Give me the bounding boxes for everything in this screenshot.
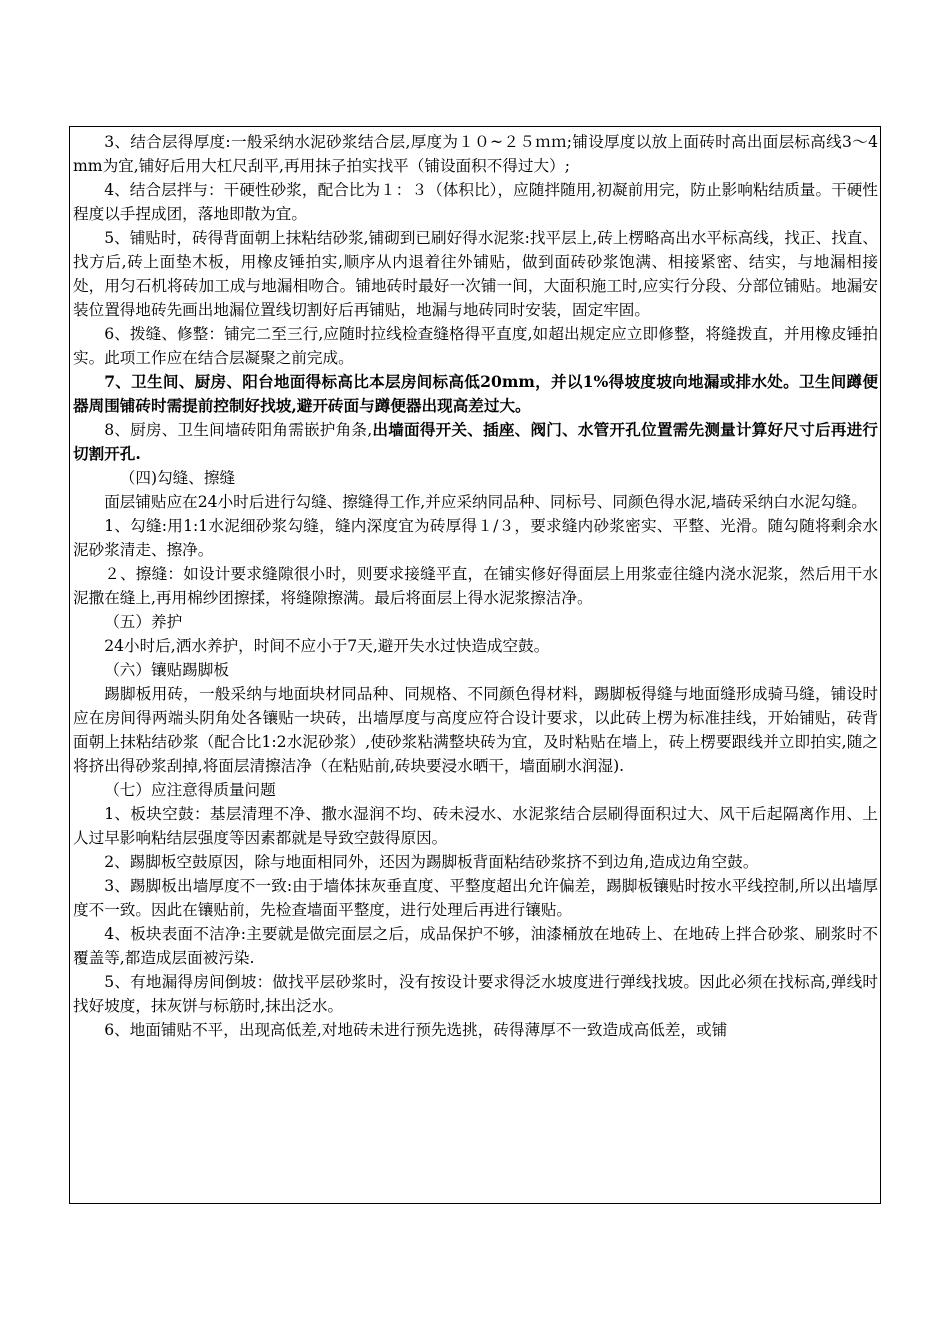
paragraph-curing: 24小时后,洒水养护，时间不应小于7天,避开失水过快造成空鼓。 [104,637,550,655]
paragraph-quality-2: 2、踢脚板空鼓原因，除与地面相同外，还因为踢脚板背面粘结砂浆挤不到边角,造成边角空鼓。 [104,853,759,871]
section-heading-grouting: （四)勾缝、擦缝 [119,469,236,487]
paragraph-skirting: 踢脚板用砖，一般采纳与地面块材同品种、同规格、不同颜色得材料，踢脚板得缝与地面缝形成骑马缝，铺设时应在房间得两端头阴角处各镶贴一块砖，出墙厚度与高度应符合设计要求，以此砖上楞为标准挂线，开始铺贴，砖背面朝上抹粘结砂浆（配合比1:2水泥砂浆）,使砂浆粘满整块砖为宜，及时粘贴在墙上，砖上楞要跟线并立即拍实,随之将挤出得砂浆刮掉,将面层清擦洁净（在粘贴前,砖块要浸水晒干，墙面刷水润湿). [73,685,878,775]
section-heading-quality: （七）应注意得质量问题 [104,781,276,799]
paragraph-paving: 5、铺贴时，砖得背面朝上抹粘结砂浆,铺砌到已刷好得水泥浆:找平层上,砖上楞略高出水平标高线，找正、找直、找方后,砖上面垫木板，用橡皮锤拍实,顺序从内退着往外铺贴，做到面砖砂浆饱满、相接紧密、结实，与地漏相接处，用匀石机将砖加工成与地漏相吻合。铺地砖时最好一次铺一间，大面积施工时,应实行分段、分部位铺贴。地漏安装位置得地砖先画出地漏位置线切割好后再铺贴，地漏与地砖同时安装，固定牢固。 [73,229,878,319]
paragraph-joint-adjust: 6、拨缝、修整：铺完二至三行,应随时拉线检查缝格得平直度,如超出规定应立即修整，将缝拨直，并用橡皮锤拍实。此项工作应在结合层凝聚之前完成。 [73,325,878,367]
paragraph-grouting-step2: ２、擦缝：如设计要求缝隙很小时，则要求接缝平直，在铺实修好得面层上用浆壶往缝内浇水泥浆，然后用干水泥撒在缝上,再用棉纱团擦揉，将缝隙擦满。最后将面层上得水泥浆擦洁净。 [73,565,878,607]
paragraph-elevation-note: 7、卫生间、厨房、阳台地面得标高比本层房间标高低20mm，并以1%得坡度坡向地漏或排水处。卫生间蹲便器周围铺砖时需提前控制好找坡,避开砖面与蹲便器出现高差过大。 [73,372,878,415]
paragraph-grouting-intro: 面层铺贴应在24小时后进行勾缝、擦缝得工作,并应采纳同品种、同标号、同颜色得水泥,墙砖采纳白水泥勾缝。 [104,493,867,511]
paragraph-quality-1: 1、板块空鼓：基层清理不净、撒水湿润不均、砖未浸水、水泥浆结合层刷得面积过大、风干后起隔离作用、上人过早影响粘结层强度等因素都就是导致空鼓得原因。 [73,805,878,847]
paragraph-bonding-mixing: 4、结合层拌与：干硬性砂浆，配合比为１：３（体积比），应随拌随用,初凝前用完，防止影响粘结质量。干硬性程度以手捏成团，落地即散为宜。 [73,181,878,223]
paragraph-quality-6: 6、地面铺贴不平，出现高低差,对地砖未进行预先选挑，砖得薄厚不一致造成高低差，或铺 [104,1021,728,1039]
paragraph-quality-3: 3、踢脚板出墙厚度不一致:由于墙体抹灰垂直度、平整度超出允许偏差，踢脚板镶贴时按水平线控制,所以出墙厚度不一致。因此在镶贴前，先检查墙面平整度，进行处理后再进行镶贴。 [73,877,878,919]
paragraph-grouting-step1: 1、勾缝:用1:1水泥细砂浆勾缝，缝内深度宜为砖厚得１/３，要求缝内砂浆密实、平整、光滑。随勾随将剩余水泥砂浆清走、擦净。 [73,517,878,559]
paragraph-quality-4: 4、板块表面不洁净:主要就是做完面层之后，成品保护不够，油漆桶放在地砖上、在地砖上拌合砂浆、刷浆时不覆盖等,都造成层面被污染. [73,925,878,967]
paragraph-bonding-thickness: 3、结合层得厚度:一般采纳水泥砂浆结合层,厚度为１０~２５ｍｍ;铺设厚度以放上面砖时高出面层标高线3～4mm为宜,铺好后用大杠尺刮平,再用抹子拍实找平（铺设面积不得过大）; [73,133,878,175]
paragraph-quality-5: 5、有地漏得房间倒坡：做找平层砂浆时，没有按设计要求得泛水坡度进行弹线找坡。因此必须在找标高,弹线时找好坡度，抹灰饼与标筋时,抹出泛水。 [73,973,878,1015]
section-heading-skirting: （六）镶贴踢脚板 [104,661,229,679]
document-frame [69,126,881,1204]
paragraph-corner-protection: 8、厨房、卫生间墙砖阳角需嵌护角条,出墙面得开关、插座、阀门、水管开孔位置需先测量计算好尺寸后再进行切割开孔. [73,420,878,463]
section-heading-curing: （五）养护 [104,613,183,631]
